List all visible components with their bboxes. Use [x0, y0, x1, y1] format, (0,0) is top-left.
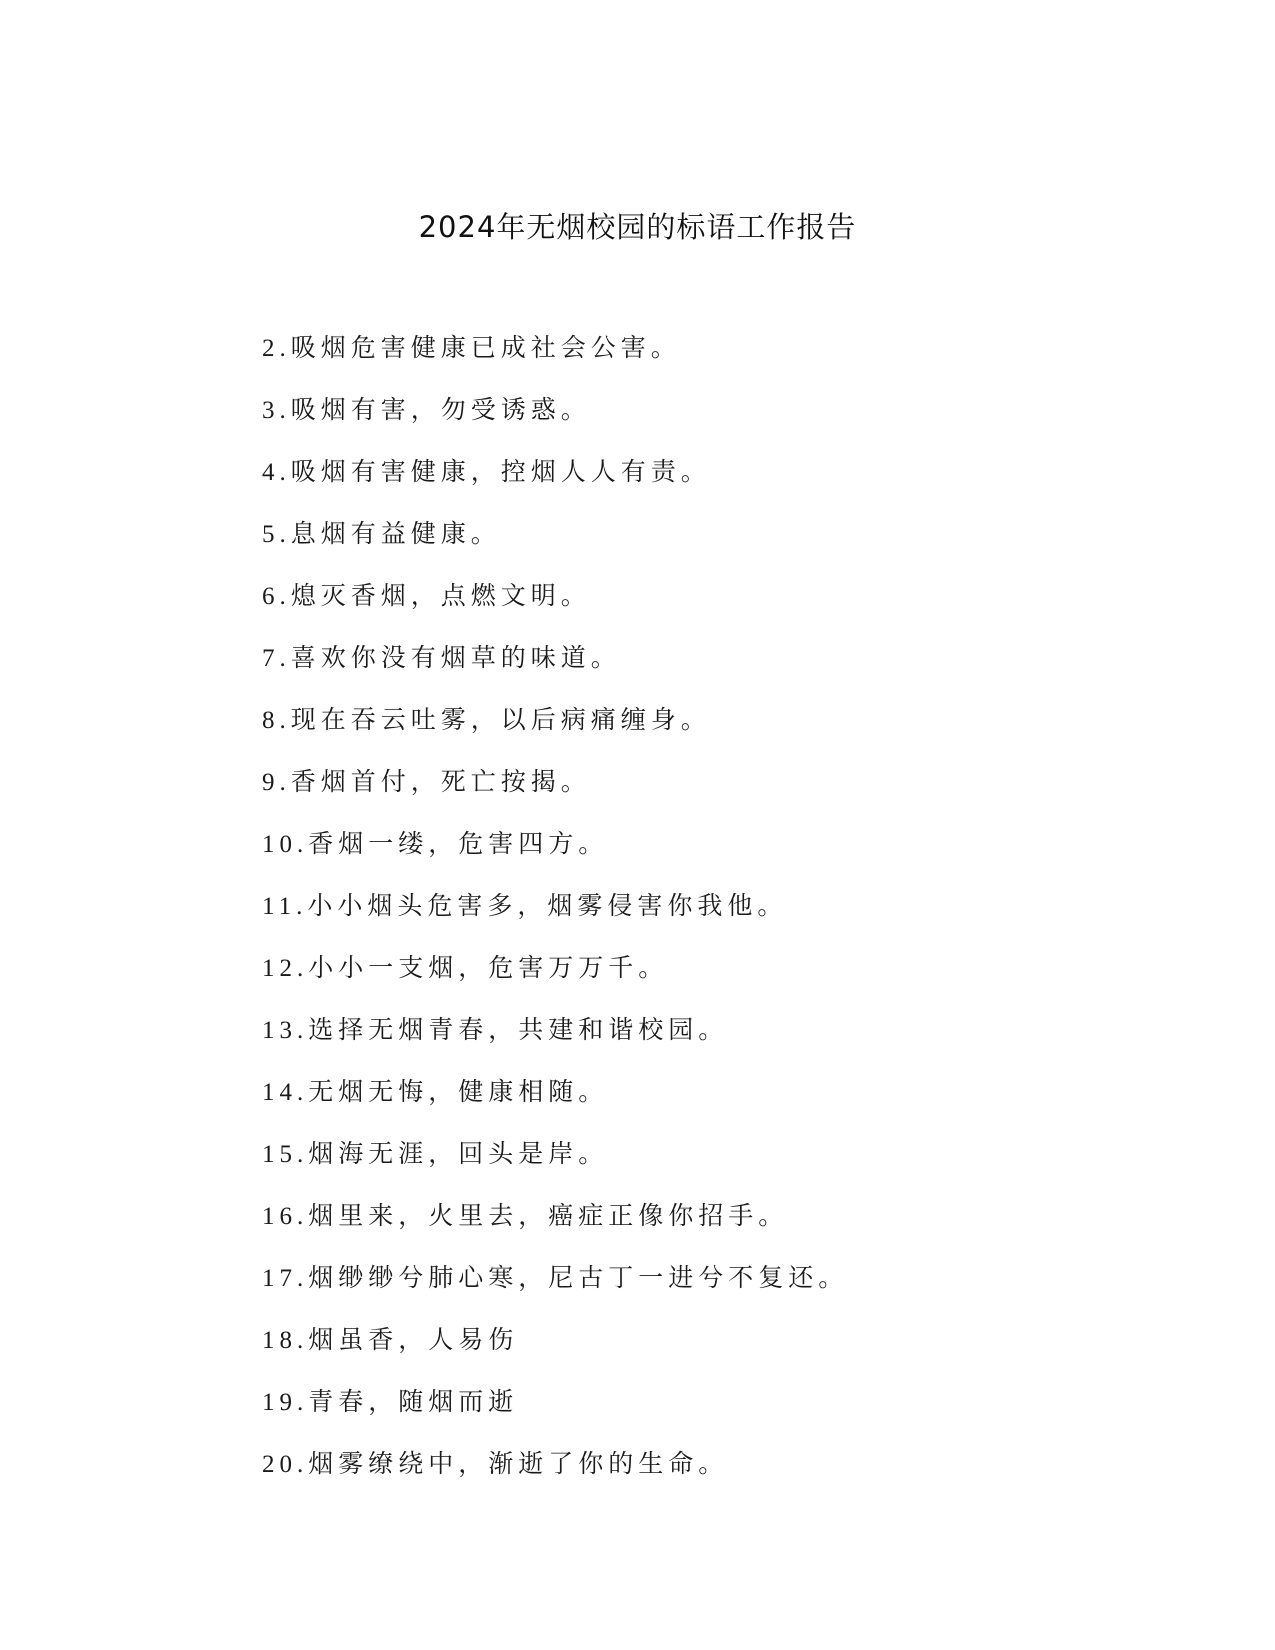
list-item: 9.香烟首付，死亡按揭。 — [262, 769, 591, 796]
slogan-list — [262, 331, 848, 1509]
list-item: 17.烟缈缈兮肺心寒，尼古丁一进兮不复还。 — [262, 1265, 849, 1292]
list-item: 11.小小烟头危害多，烟雾侵害你我他。 — [262, 893, 788, 920]
document-title: 2024年无烟校园的标语工作报告 — [418, 210, 857, 244]
list-item: 16.烟里来，火里去，癌症正像你招手。 — [262, 1203, 789, 1230]
list-item: 6.熄灭香烟，点燃文明。 — [262, 583, 591, 610]
list-item: 19.青春，随烟而逝 — [262, 1389, 519, 1416]
list-item: 8.现在吞云吐雾，以后病痛缠身。 — [262, 707, 711, 734]
list-item: 5.息烟有益健康。 — [262, 521, 501, 548]
list-item: 15.烟海无涯，回头是岸。 — [262, 1141, 609, 1168]
list-item: 12.小小一支烟，危害万万千。 — [262, 955, 669, 982]
list-item: 10.香烟一缕，危害四方。 — [262, 831, 609, 858]
list-item: 18.烟虽香，人易伤 — [262, 1327, 519, 1354]
list-item: 7.喜欢你没有烟草的味道。 — [262, 645, 621, 672]
list-item: 2.吸烟危害健康已成社会公害。 — [262, 335, 681, 362]
list-item: 4.吸烟有害健康，控烟人人有责。 — [262, 459, 711, 486]
list-item: 13.选择无烟青春，共建和谐校园。 — [262, 1017, 729, 1044]
list-item: 14.无烟无悔，健康相随。 — [262, 1079, 609, 1106]
list-item: 3.吸烟有害，勿受诱惑。 — [262, 397, 591, 424]
list-item: 20.烟雾缭绕中，渐逝了你的生命。 — [262, 1451, 729, 1478]
